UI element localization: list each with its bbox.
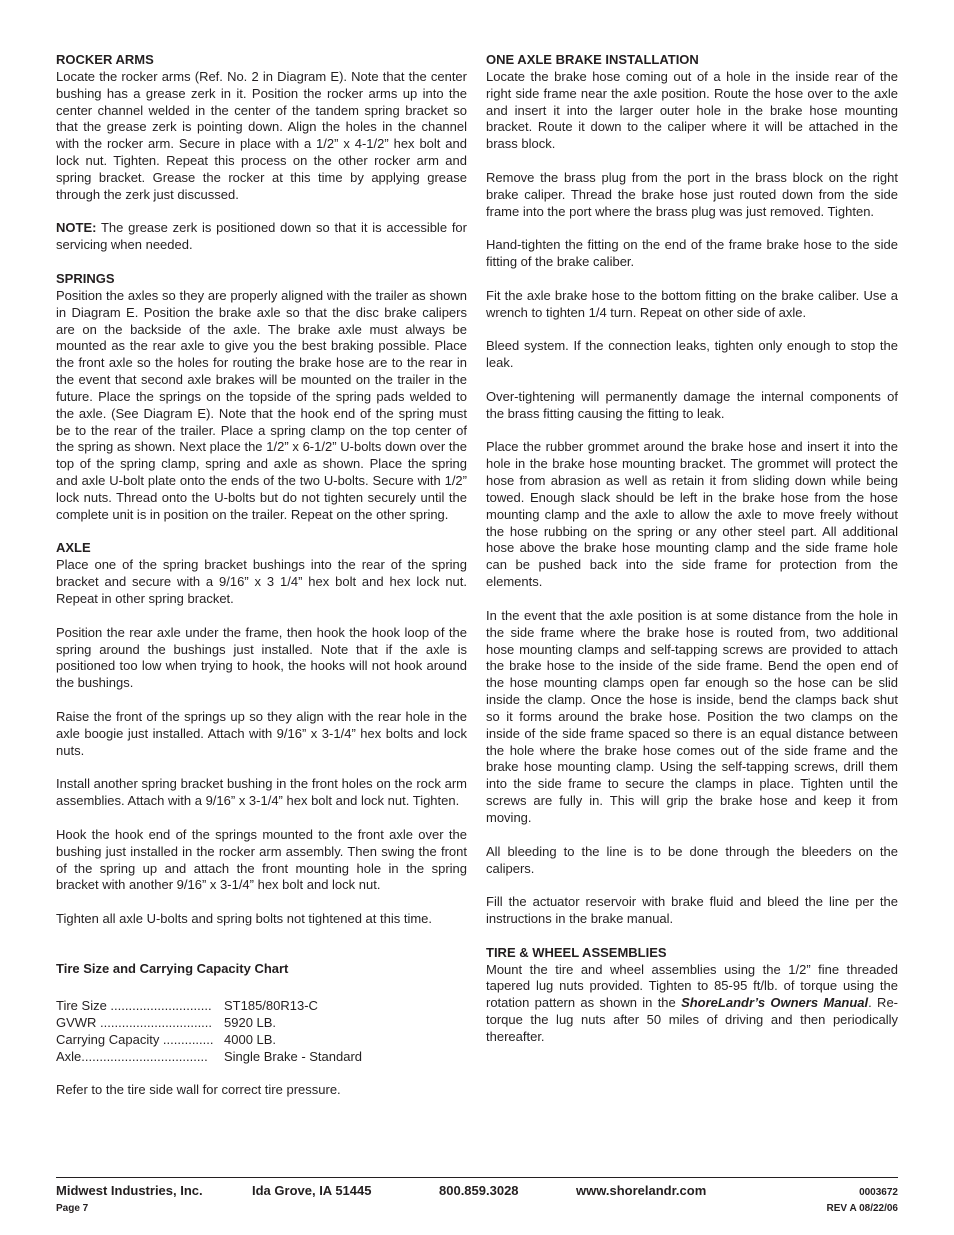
axle-paragraph-3: Raise the front of the springs up so they align with the rear hole in the axle boogie just installed. Attach with 9/16” x 3-1/4” hex bolts and lock nuts. [56, 708, 467, 758]
footer-city: Ida Grove, IA 51445 [252, 1183, 372, 1198]
springs-text: Position the axles so they are properly aligned with the trailer as shown in Diagram E. Position the brake axle so that the disc brake calipers are on the backside of the axle. The brake axle must always be mounted as the rear axle to give you the best braking possible. Place the front axle so the holes for routing the brake hose are to the rear in the event that second axle brakes will be mounted on the trailer in the future. Place the springs on the topside of the spring pads welded to the axle. (See Diagram E). Note that the hook end of the spring must be to the rear of the trailer. Place a spring clamp on the top center of the spring as shown. Next place the 1/2” x 6-1/2” U-bolts down over the top of the spring clamp, spring and axle as shown. Place the spring and axle U-bolt plate onto the ends of the two U-bolts. Secure with 1/2” lock nuts. Thread onto the U-bolts but do not tighten securely until the complete unit is in position on the trailer. Repeat on the other spring. [56, 287, 467, 522]
brake-paragraph-8: In the event that the axle position is at some distance from the hole in the side frame where the brake hose is routed from, two additional hose mounting clamps and self-tapping screws are provided to attach the brake hose to the inside of the side frame. Bend the open end of the hose mounting clamps open far enough so the hose can be slid inside the clamp. Once the hose is inside, bend the clamps back shut so it forms around the brake hose. Position the two clamps on the inside of the side frame spaced so there is an equal distance between the hole where the brake hose comes out of the side frame and the brake hose mounting clamp. Using the self-tapping screws, drill them into the side frame to secure the clamps in place. Tighten until the screws are fully in. This will grip the brake hose and keep it from moving. [486, 607, 898, 825]
spec-value: ST185/80R13-C [224, 997, 318, 1013]
axle-paragraph-6: Tighten all axle U-bolts and spring bolts not tightened at this time. [56, 911, 433, 927]
springs-heading: SPRINGS [56, 270, 115, 286]
footer-page-number: Page 7 [56, 1203, 89, 1214]
footer-website: www.shorelandr.com [576, 1183, 707, 1198]
note-text: The grease zerk is positioned down so that it is accessible for servicing when needed. [56, 220, 467, 253]
brake-paragraph-9: All bleeding to the line is to be done through the bleeders on the calipers. [486, 843, 898, 876]
tire-wheel-text [486, 962, 898, 1046]
footer-doc-number: 0003672 [859, 1187, 898, 1198]
tire-spec-list [56, 997, 467, 1065]
axle-paragraph-4: Install another spring bracket bushing in the front holes on the rock arm assemblies. Attach with a 9/16” x 3-1/4” hex bolt and lock nut. Tighten. [56, 776, 467, 809]
footer-revision: REV A 08/22/06 [826, 1203, 898, 1214]
spec-label: Carrying Capacity .............. [56, 1031, 214, 1047]
tire-pressure-note: Refer to the tire side wall for correct tire pressure. [56, 1081, 341, 1097]
spec-row-gvwr [56, 1014, 467, 1031]
brake-paragraph-6: Over-tightening will permanently damage the internal components of the brass fitting causing the fitting to leak. [486, 388, 898, 421]
spec-row-tire-size [56, 997, 467, 1014]
axle-paragraph-2: Position the rear axle under the frame, then hook the hook loop of the spring around the bushings just installed. Note that if the axle is positioned too low when trying to hook, the hooks will not hook around the bushings. [56, 624, 467, 691]
spec-label: Axle................................... [56, 1048, 208, 1064]
note-paragraph [56, 220, 467, 254]
footer-company: Midwest Industries, Inc. [56, 1183, 203, 1198]
footer-phone: 800.859.3028 [439, 1183, 519, 1198]
rocker-arms-heading: ROCKER ARMS [56, 52, 154, 67]
spec-value: 5920 LB. [224, 1014, 277, 1030]
note-label: NOTE: [56, 220, 97, 236]
rocker-arms-text: Locate the rocker arms (Ref. No. 2 in Diagram E). Note that the center bushing has a grease zerk in it. Position the rocker arms up into the center channel welded in the center of the tandem spring bracket so that the grease zerk is pointing down. Align the holes in the channel with the rocker arm. Secure in place with a 1/2” x 4-1/2” hex bolt and lock nut. Tighten. Repeat this process on the other rocker arm and spring bracket. Grease the rocker at this time by applying grease through the zerk just discussed. [56, 68, 467, 202]
tire-wheel-heading: TIRE & WHEEL ASSEMBLIES [486, 944, 667, 960]
right-column [486, 52, 898, 1046]
brake-paragraph-7: Place the rubber grommet around the brake hose and insert it into the hole in the brake hose mounting bracket. The grommet will protect the hose from abrasion as well as retain it from sliding down while being towed. Enough slack should be left in the brake hose from the hose mounting clamp and the axle to allow the axle to move freely without the hose rubbing on the spring or any other steel part. All additional hose above the brake hose mounting clamp and the side frame hole can be pushed back into the side frame for protection from the elements. [486, 439, 898, 590]
tire-chart-title: Tire Size and Carrying Capacity Chart [56, 960, 289, 976]
brake-paragraph-2: Remove the brass plug from the port in the brass block on the right brake caliper. Thread the brake hose just routed down from the side frame into the port where the brass plug was just removed. Tighten. [486, 169, 898, 219]
brake-paragraph-10: Fill the actuator reservoir with brake fluid and bleed the line per the instructions in the brake manual. [486, 894, 898, 927]
axle-heading: AXLE [56, 540, 91, 556]
owners-manual-ref: ShoreLandr’s Owners Manual [681, 995, 869, 1011]
spec-value: 4000 LB. [224, 1031, 277, 1047]
spec-row-axle [56, 1048, 467, 1065]
brake-paragraph-3: Hand-tighten the fitting on the end of the frame brake hose to the side fitting of the brake caliber. [486, 237, 898, 270]
tire-text-start: Mount the tire and wheel assemblies using the 1/2” fine threaded tapered lug nuts provided. Tighten to 85-95 ft/lb. of torque using the rotation pattern as shown in the [486, 961, 898, 1011]
spec-label: GVWR ............................... [56, 1014, 213, 1030]
axle-paragraph-5: Hook the hook end of the springs mounted to the front axle over the bushing just installed in the rocker arm assembly. Then swing the front of the spring up and attach the front mounting hole in the spring bracket with another 9/16” x 3-1/4” hex bolt and lock nut. [56, 826, 467, 893]
spec-label: Tire Size ............................ [56, 997, 212, 1013]
tire-text-end: . Re-torque the lug nuts after 50 miles of driving and then periodically thereafter. [486, 995, 899, 1044]
brake-paragraph-4: Fit the axle brake hose to the bottom fitting on the brake caliber. Use a wrench to tighten 1/4 turn. Repeat on other side of axle. [486, 287, 898, 320]
left-column [56, 52, 467, 1098]
axle-paragraph-1: Place one of the spring bracket bushings into the rear of the spring bracket and secure with a 9/16” x 3 1/4” hex bolt and hex lock nut. Repeat in other spring bracket. [56, 557, 467, 606]
spec-value: Single Brake - Standard [224, 1048, 363, 1064]
brake-paragraph-5: Bleed system. If the connection leaks, tighten only enough to stop the leak. [486, 338, 898, 371]
spec-row-capacity [56, 1031, 467, 1048]
brake-install-heading: ONE AXLE BRAKE INSTALLATION [486, 52, 699, 67]
footer-rule [56, 1177, 898, 1178]
brake-paragraph-1: Locate the brake hose coming out of a hole in the inside rear of the right side frame near the axle position. Route the hose over to the axle and insert it into the larger outer hole in the brake hose mounting bracket. Route it down to the caliper where it will be attached in the brass block. [486, 68, 898, 152]
